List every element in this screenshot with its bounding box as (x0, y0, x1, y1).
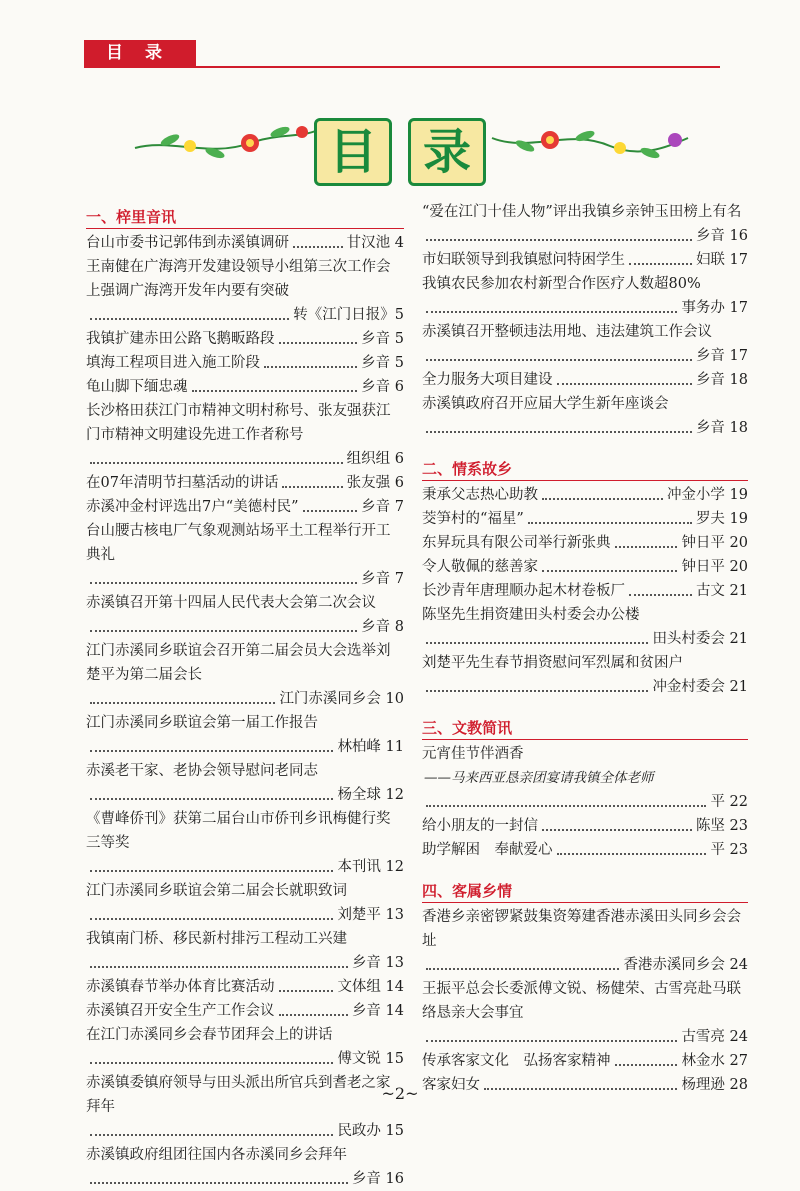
toc-entry-source: 钟日平 20 (681, 559, 748, 575)
toc-entry-title: “爱在江门十佳人物”评出我镇乡亲钟玉田榜上有名 (422, 204, 742, 220)
toc-entry (422, 977, 748, 1049)
toc-entry-source: 平 23 (710, 842, 748, 858)
toc-entry (422, 392, 748, 440)
toc-entry-title: 王南健在广海湾开发建设领导小组第三次工作会上强调广海湾开发年内要有突破 (86, 259, 391, 299)
header-rule (84, 66, 720, 68)
toc-entry-title: 客家妇女 (422, 1077, 480, 1093)
toc-entry (86, 1071, 404, 1143)
toc-entry-title: 长沙格田获江门市精神文明村称号、张友强获江门市精神文明建设先进工作者称号 (86, 403, 391, 443)
page-title (300, 118, 500, 184)
toc-entry-source: 古雪亮 24 (681, 1029, 748, 1045)
toc-entry (422, 838, 748, 862)
toc-entry-source: 杨理逊 28 (681, 1077, 748, 1093)
section-tab: 目录 (84, 40, 196, 66)
toc-entry (86, 639, 404, 711)
toc-entry (422, 814, 748, 838)
section-heading: 二、情系故乡 (422, 458, 748, 481)
toc-entry-title: 秉承父志热心助教 (422, 487, 538, 503)
toc-entry-source: 张友强 6 (346, 475, 404, 491)
toc-entry-title: 传承客家文化 弘扬客家精神 (422, 1053, 611, 1069)
toc-entry-source: 文体组 14 (337, 979, 404, 995)
toc-entry-source: 杨全球 12 (337, 787, 404, 803)
toc-right-column (422, 200, 748, 1097)
toc-entry-title: 赤溪镇政府召开应届大学生新年座谈会 (422, 396, 669, 412)
toc-entry-title: 赤溪老干家、老协会领导慰问老同志 (86, 763, 318, 779)
toc-entry (422, 200, 748, 248)
toc-entry-source: 林柏峰 11 (337, 739, 404, 755)
toc-entry (86, 327, 404, 351)
toc-entry-title: 江门赤溪同乡联谊会第二届会长就职致词 (86, 883, 347, 899)
toc-entry-source: 冲金村委会 21 (652, 679, 748, 695)
toc-entry (422, 1049, 748, 1073)
toc-entry-source: 罗夫 19 (695, 511, 748, 527)
toc-entry (86, 927, 404, 975)
toc-entry (86, 231, 404, 255)
toc-entry-title: 在江门赤溪同乡会春节团拜会上的讲话 (86, 1027, 333, 1043)
toc-entry-source: 乡音 5 (361, 355, 404, 371)
toc-entry-title: 令人敬佩的慈善家 (422, 559, 538, 575)
toc-entry (422, 483, 748, 507)
toc-entry-subtitle: ——马来西亚恳亲团宴请我镇全体老师 (424, 770, 654, 786)
floral-ornament-left-icon (130, 108, 320, 178)
toc-entry (422, 248, 748, 272)
toc-entry (86, 999, 404, 1023)
toc-entry-title: 赤溪镇召开整顿违法用地、违法建筑工作会议 (422, 324, 712, 340)
toc-entry-source: 乡音 16 (695, 228, 748, 244)
section-heading: 一、梓里音讯 (86, 206, 404, 229)
toc-entry (422, 507, 748, 531)
toc-entry-title: 台山市委书记郭伟到赤溪镇调研 (86, 235, 289, 251)
toc-entry (86, 591, 404, 639)
toc-entry-title: 茭笋村的“福星” (422, 511, 524, 527)
toc-entry-source: 乡音 5 (361, 331, 404, 347)
toc-entry-title: 东昇玩具有限公司举行新张典 (422, 535, 611, 551)
toc-entry (86, 711, 404, 759)
toc-entry-title: 我镇南门桥、移民新村排污工程动工兴建 (86, 931, 347, 947)
toc-entry (86, 471, 404, 495)
toc-entry (422, 905, 748, 977)
toc-entry-title: 赤溪镇召开安全生产工作会议 (86, 1003, 275, 1019)
toc-entry (422, 651, 748, 699)
toc-entry-source: 乡音 13 (351, 955, 404, 971)
title-char-2: 录 (408, 118, 486, 186)
toc-entry-title: 我镇农民参加农村新型合作医疗人数超80% (422, 276, 701, 292)
section-heading: 三、文教简讯 (422, 717, 748, 740)
toc-entry-source: 古文 21 (695, 583, 748, 599)
toc-entry (422, 579, 748, 603)
toc-entry-source: 乡音 18 (695, 420, 748, 436)
toc-entry (422, 555, 748, 579)
toc-entry-title: 台山腰古核电厂气象观测站场平土工程举行开工典礼 (86, 523, 391, 563)
toc-entry-title: 江门赤溪同乡联谊会召开第二届会员大会选举刘楚平为第二届会长 (86, 643, 391, 683)
toc-entry-source: 陈坚 23 (695, 818, 748, 834)
toc-entry (86, 351, 404, 375)
toc-entry-title: 填海工程项目进入施工阶段 (86, 355, 260, 371)
toc-entry (86, 519, 404, 591)
toc-entry-source: 乡音 18 (695, 372, 748, 388)
toc-entry-source: 乡音 17 (695, 348, 748, 364)
floral-ornament-right-icon (490, 108, 690, 178)
toc-entry-title: 陈坚先生捐资建田头村委会办公楼 (422, 607, 640, 623)
toc-entry-source: 妇联 17 (695, 252, 748, 268)
toc-entry-title: 全力服务大项目建设 (422, 372, 553, 388)
toc-entry-title: 刘楚平先生春节捐资慰问军烈属和贫困户 (422, 655, 683, 671)
toc-entry-source: 傅文锐 15 (337, 1051, 404, 1067)
toc-entry-title: 赤溪镇召开第十四届人民代表大会第二次会议 (86, 595, 376, 611)
toc-entry (422, 603, 748, 651)
toc-entry-title: 赤溪冲金村评选出7户“美德村民” (86, 499, 299, 515)
toc-entry-source: 林金水 27 (681, 1053, 748, 1069)
toc-entry-source: 香港赤溪同乡会 24 (623, 957, 748, 973)
toc-entry (86, 879, 404, 927)
toc-entry (422, 320, 748, 368)
toc-left-column (86, 200, 404, 1191)
toc-entry-title: 赤溪镇委镇府领导与田头派出所官兵到耆老之家拜年 (86, 1075, 391, 1115)
toc-entry-source: 乡音 7 (361, 571, 404, 587)
toc-entry-title: 赤溪镇政府组团往国内各赤溪同乡会拜年 (86, 1147, 347, 1163)
toc-entry (86, 375, 404, 399)
toc-entry-title: 市妇联领导到我镇慰问特困学生 (422, 252, 625, 268)
toc-entry (422, 742, 748, 814)
toc-entry (86, 495, 404, 519)
toc-entry-title: 龟山脚下缅忠魂 (86, 379, 188, 395)
toc-entry-source: 钟日平 20 (681, 535, 748, 551)
toc-entry-source: 乡音 8 (361, 619, 404, 635)
toc-entry-source: 冲金小学 19 (666, 487, 748, 503)
toc-entry (86, 399, 404, 471)
toc-entry-source: 转《江门日报》5 (293, 307, 404, 323)
toc-entry (86, 1143, 404, 1191)
toc-entry-title: 江门赤溪同乡联谊会第一届工作报告 (86, 715, 318, 731)
toc-entry (86, 807, 404, 879)
toc-entry-source: 本刊讯 12 (337, 859, 404, 875)
toc-entry-source: 乡音 7 (361, 499, 404, 515)
toc-entry (86, 975, 404, 999)
toc-entry-source: 组织组 6 (346, 451, 404, 467)
toc-entry-source: 乡音 14 (351, 1003, 404, 1019)
toc-entry-title: 香港乡亲密锣紧鼓集资筹建香港赤溪田头同乡会会址 (422, 909, 741, 949)
toc-entry-source: 甘汉池 4 (346, 235, 404, 251)
toc-entry-title: 王振平总会长委派傅文锐、杨健荣、古雪亮赴马联络恳亲大会事宜 (422, 981, 741, 1021)
toc-entry-source: 平 22 (710, 794, 748, 810)
toc-entry (422, 531, 748, 555)
toc-entry-source: 田头村委会 21 (652, 631, 748, 647)
toc-entry-title: 我镇扩建赤田公路飞鹅畈路段 (86, 331, 275, 347)
toc-entry-source: 乡音 6 (361, 379, 404, 395)
toc-entry-title: 长沙青年唐理顺办起木材卷板厂 (422, 583, 625, 599)
toc-entry (422, 272, 748, 320)
toc-entry-title: 元宵佳节伴酒香 (422, 746, 524, 762)
page-number: ~2~ (381, 1084, 419, 1103)
toc-entry-title: 赤溪镇春节举办体育比赛活动 (86, 979, 275, 995)
toc-entry-source: 民政办 15 (337, 1123, 404, 1139)
toc-entry-title: 助学解困 奉献爱心 (422, 842, 553, 858)
toc-entry-source: 刘楚平 13 (337, 907, 404, 923)
toc-entry-title: 给小朋友的一封信 (422, 818, 538, 834)
toc-entry-source: 事务办 17 (681, 300, 748, 316)
toc-entry (422, 368, 748, 392)
toc-entry (86, 759, 404, 807)
toc-entry-title: 《曹峰侨刊》获第二届台山市侨刊乡讯梅健行奖三等奖 (86, 811, 391, 851)
toc-entry-title: 在07年清明节扫墓活动的讲话 (86, 475, 279, 491)
toc-entry (86, 255, 404, 327)
title-char-1: 目 (314, 118, 392, 186)
toc-entry-source: 江门赤溪同乡会 10 (279, 691, 404, 707)
section-heading: 四、客属乡情 (422, 880, 748, 903)
toc-entry (86, 1023, 404, 1071)
toc-entry-source: 乡音 16 (351, 1171, 404, 1187)
